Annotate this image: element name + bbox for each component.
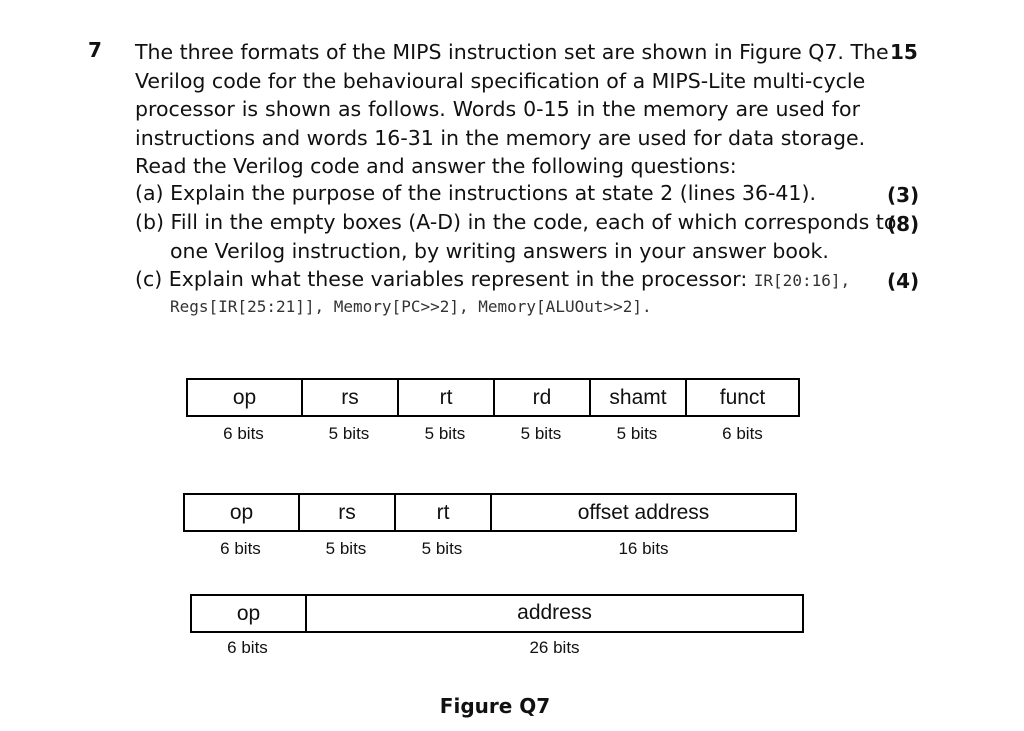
- question-intro: [135, 38, 889, 181]
- part-c-prose: (c) Explain what these variables represent in the processor:: [135, 267, 754, 291]
- question-total-marks: 15: [890, 40, 918, 64]
- r-field-funct: funct: [719, 385, 766, 409]
- j-bits-op: 6 bits: [227, 638, 268, 657]
- part-a-marks: (3): [887, 183, 920, 207]
- i-bits-rt: 5 bits: [421, 539, 463, 558]
- r-format-box: [186, 378, 800, 417]
- part-b-marks: (8): [887, 212, 920, 236]
- part-c-marks: (4): [887, 269, 920, 293]
- r-field-rd: rd: [495, 380, 591, 415]
- r-field-rs: rs: [303, 380, 399, 415]
- intro-line: Verilog code for the behavioural specification of a MIPS-Lite multi-cycle: [135, 68, 866, 93]
- i-format-bits: [183, 539, 797, 559]
- r-bits-op: 6 bits: [223, 424, 264, 443]
- j-bits-address: 26 bits: [529, 638, 580, 657]
- intro-line: processor is shown as follows. Words 0-15 in the memory are used for: [135, 97, 860, 122]
- figure-caption: Figure Q7: [439, 694, 551, 718]
- part-c-text: [135, 267, 850, 291]
- j-field-op: op: [192, 596, 307, 631]
- i-format-box: [183, 493, 797, 532]
- i-bits-rs: 5 bits: [325, 539, 367, 558]
- i-field-offset: offset address: [577, 500, 710, 524]
- i-field-rt: rt: [396, 495, 492, 530]
- i-field-op: op: [185, 495, 300, 530]
- i-field-rs: rs: [300, 495, 396, 530]
- r-bits-shamt: 5 bits: [616, 424, 658, 443]
- r-field-op: op: [188, 380, 303, 415]
- j-format-bits: [190, 638, 804, 658]
- part-c-code-line: Regs[IR[25:21]], Memory[PC>>2], Memory[ALUOut>>2].: [170, 297, 652, 316]
- r-field-rt: rt: [399, 380, 495, 415]
- j-format-box: [190, 594, 804, 633]
- j-field-address: address: [517, 601, 592, 624]
- part-a-text: (a) Explain the purpose of the instructions at state 2 (lines 36-41).: [135, 181, 816, 205]
- r-format-bits: [186, 424, 800, 444]
- part-b-continuation: one Verilog instruction, by writing answers in your answer book.: [170, 239, 829, 263]
- question-number: 7: [88, 38, 102, 62]
- intro-line: Read the Verilog code and answer the following questions:: [135, 154, 737, 179]
- intro-line: instructions and words 16-31 in the memory are used for data storage.: [135, 125, 866, 150]
- part-c-code-inline: IR[20:16],: [753, 271, 851, 290]
- r-bits-rs: 5 bits: [328, 424, 370, 443]
- i-bits-offset: 16 bits: [618, 539, 669, 558]
- r-field-shamt: shamt: [591, 380, 687, 415]
- i-bits-op: 6 bits: [220, 539, 261, 558]
- r-bits-rt: 5 bits: [424, 424, 466, 443]
- r-bits-rd: 5 bits: [520, 424, 562, 443]
- intro-line: The three formats of the MIPS instruction set are shown in Figure Q7. The: [135, 40, 889, 64]
- part-b-text: (b) Fill in the empty boxes (A-D) in the code, each of which corresponds to: [135, 210, 897, 234]
- r-bits-funct: 6 bits: [722, 424, 763, 443]
